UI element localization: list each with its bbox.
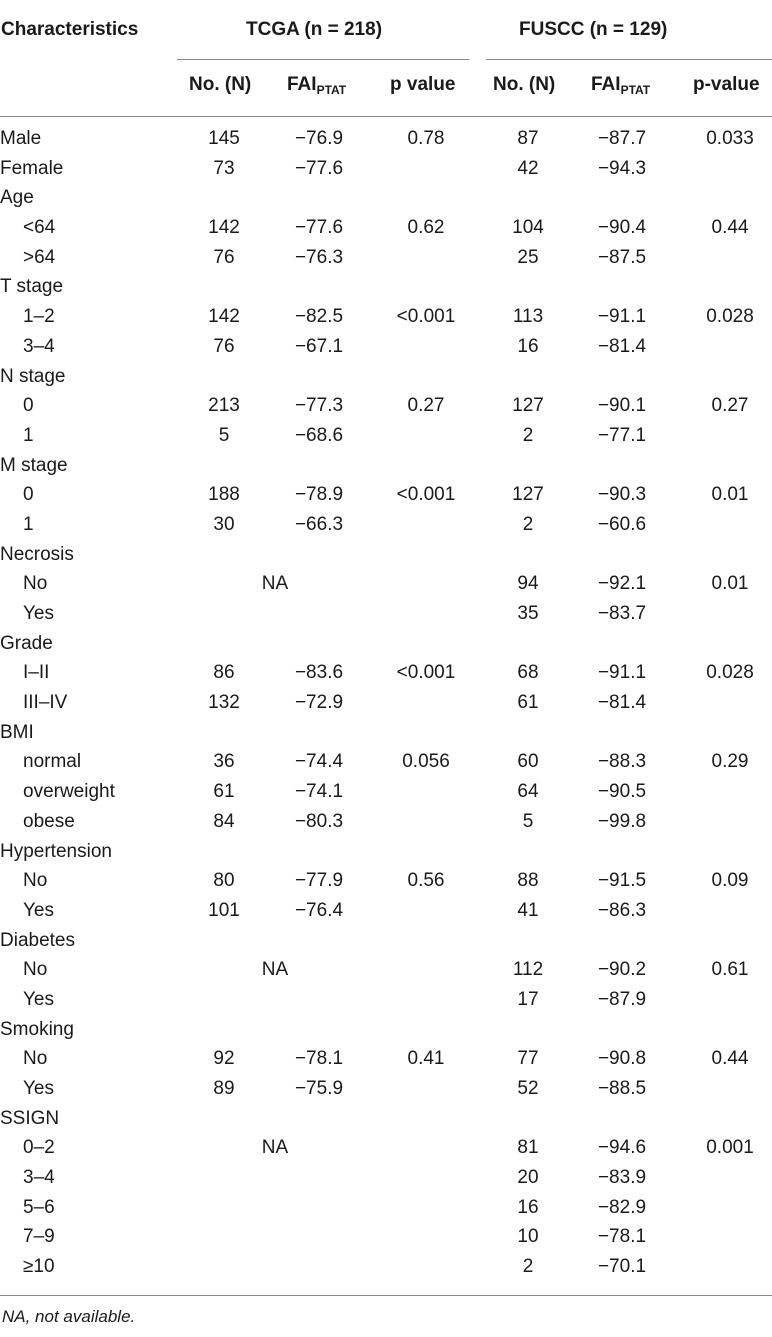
- table-row: [0, 1104, 772, 1134]
- table-row: [0, 926, 772, 956]
- cell-tcga-p: 0.41: [407, 1048, 445, 1070]
- table-row: [0, 807, 772, 837]
- cell-tcga-no: 188: [208, 484, 240, 506]
- cell-tcga-fai: −83.6: [294, 662, 344, 684]
- table-row: [0, 837, 772, 867]
- table-body: [0, 117, 772, 1282]
- group-header-tcga: TCGA (n = 218): [246, 19, 383, 40]
- cell-tcga-no: 132: [208, 692, 240, 714]
- row-label: Hypertension: [0, 840, 112, 862]
- table-row: [0, 1074, 772, 1104]
- cell-fuscc-no: 20: [517, 1167, 539, 1189]
- fuscc-fai-text: FAI: [591, 74, 621, 95]
- table-row: [0, 718, 772, 748]
- row-label: >64: [23, 246, 56, 268]
- table-header-groups: [0, 0, 772, 60]
- table-row: [0, 124, 772, 154]
- cell-fuscc-p: 0.028: [706, 306, 754, 328]
- cell-fuscc-fai: −88.5: [597, 1078, 647, 1099]
- cell-fuscc-fai: −87.5: [597, 246, 647, 268]
- col-header-fuscc-no: No. (N): [493, 74, 556, 95]
- cell-fuscc-no: 52: [517, 1078, 539, 1099]
- row-label: 5–6: [23, 1196, 55, 1218]
- cell-tcga-no: 145: [208, 128, 240, 149]
- cell-fuscc-fai: −90.5: [597, 781, 647, 803]
- row-label: Yes: [23, 603, 54, 624]
- cell-tcga-no: 86: [213, 662, 235, 684]
- table-row: [0, 1015, 772, 1045]
- table-row: [0, 955, 772, 985]
- row-label: 0–2: [23, 1137, 55, 1159]
- tcga-fai-subscript: PTAT: [316, 83, 347, 97]
- cell-tcga-no: 101: [208, 899, 240, 921]
- cell-fuscc-p: 0.001: [706, 1137, 754, 1159]
- cell-tcga-p: 0.056: [402, 751, 450, 773]
- cell-tcga-no: 80: [213, 870, 235, 892]
- cell-fuscc-no: 113: [512, 306, 544, 328]
- cell-tcga-no: 92: [213, 1048, 235, 1070]
- cell-fuscc-fai: −87.9: [597, 988, 647, 1010]
- row-label: N stage: [0, 365, 66, 387]
- cell-tcga-p: <0.001: [396, 306, 456, 328]
- table-row: [0, 272, 772, 302]
- cell-tcga-p: 0.56: [407, 870, 445, 892]
- table-row: [0, 1222, 772, 1252]
- cell-fuscc-no: 61: [517, 692, 539, 714]
- cell-fuscc-no: 17: [517, 988, 539, 1010]
- cell-fuscc-no: 64: [517, 781, 539, 803]
- table-row: [0, 421, 772, 451]
- cell-tcga-fai: −68.6: [294, 424, 344, 446]
- cell-fuscc-no: 60: [517, 751, 539, 773]
- row-label: Yes: [23, 899, 54, 921]
- cell-tcga-no: 213: [208, 395, 240, 417]
- cell-fuscc-fai: −87.7: [597, 128, 647, 149]
- row-label: Female: [0, 157, 64, 179]
- cell-fuscc-p: 0.01: [711, 484, 749, 506]
- row-label: SSIGN: [0, 1107, 60, 1129]
- cell-fuscc-fai: −83.7: [597, 603, 647, 624]
- cell-fuscc-fai: −91.1: [597, 306, 647, 328]
- table-row: [0, 985, 772, 1015]
- cell-tcga-p: 0.78: [407, 128, 445, 149]
- cell-fuscc-fai: −81.4: [597, 692, 647, 714]
- cell-fuscc-fai: −90.4: [597, 217, 647, 239]
- cell-fuscc-fai: −90.8: [597, 1048, 647, 1070]
- cell-tcga-fai: −74.1: [294, 781, 344, 803]
- table-row: [0, 510, 772, 540]
- row-label: Yes: [23, 988, 54, 1010]
- cell-tcga-fai: −77.3: [294, 395, 344, 417]
- table-row: [0, 213, 772, 243]
- cell-fuscc-fai: −60.6: [597, 513, 647, 535]
- group-header-fuscc: FUSCC (n = 129): [519, 19, 668, 40]
- row-label: 3–4: [23, 1167, 55, 1189]
- cell-tcga-fai: −77.6: [294, 157, 344, 179]
- cell-tcga-no: 36: [213, 751, 235, 773]
- cell-fuscc-fai: −94.3: [597, 157, 647, 179]
- cell-tcga-fai: −74.4: [294, 751, 344, 773]
- cell-fuscc-fai: −90.3: [597, 484, 647, 506]
- cell-fuscc-no: 104: [512, 217, 544, 239]
- cell-tcga-fai: −77.9: [294, 870, 344, 892]
- row-label: I–II: [23, 662, 50, 684]
- cell-fuscc-fai: −81.4: [597, 335, 647, 357]
- row-label: Age: [0, 187, 34, 209]
- row-label: T stage: [0, 276, 64, 298]
- col-header-tcga-no: No. (N): [189, 74, 252, 95]
- cell-fuscc-fai: −91.1: [597, 662, 647, 684]
- cell-fuscc-no: 127: [512, 484, 544, 506]
- cell-fuscc-p: 0.29: [711, 751, 749, 773]
- cell-tcga-fai: −78.9: [294, 484, 344, 506]
- cell-fuscc-no: 2: [522, 424, 534, 446]
- cell-fuscc-no: 2: [522, 1256, 534, 1278]
- cell-fuscc-fai: −77.1: [597, 424, 647, 446]
- table-row: [0, 480, 772, 510]
- row-label: Male: [0, 128, 42, 149]
- col-header-tcga-fai: [287, 73, 346, 102]
- cell-tcga-fai: −77.6: [294, 217, 344, 239]
- row-label: Yes: [23, 1078, 54, 1099]
- table-row: [0, 332, 772, 362]
- row-label: 7–9: [23, 1226, 55, 1248]
- cell-fuscc-no: 81: [517, 1137, 539, 1159]
- table-row: [0, 599, 772, 629]
- row-label: III–IV: [23, 692, 68, 714]
- cell-tcga-no: 5: [218, 424, 230, 446]
- table-row: [0, 866, 772, 896]
- row-label: ≥10: [23, 1256, 55, 1278]
- cell-fuscc-fai: −91.5: [597, 870, 647, 892]
- cell-tcga-na: NA: [261, 1137, 289, 1159]
- table-row: [0, 1163, 772, 1193]
- cell-fuscc-p: 0.033: [706, 128, 754, 149]
- table-row: [0, 183, 772, 213]
- col-header-characteristics: Characteristics: [1, 19, 139, 40]
- table-row: [0, 1133, 772, 1163]
- row-label: No: [23, 870, 48, 892]
- cell-fuscc-p: 0.09: [711, 870, 749, 892]
- table-row: [0, 1044, 772, 1074]
- row-label: <64: [23, 217, 56, 239]
- cell-fuscc-no: 2: [522, 513, 534, 535]
- cell-tcga-fai: −82.5: [294, 306, 344, 328]
- cell-fuscc-fai: −82.9: [597, 1196, 647, 1218]
- cell-fuscc-p: 0.27: [711, 395, 749, 417]
- cell-tcga-p: <0.001: [396, 484, 456, 506]
- cell-tcga-fai: −76.3: [294, 246, 344, 268]
- cell-tcga-no: 30: [213, 513, 235, 535]
- cell-tcga-no: 142: [208, 306, 240, 328]
- cell-tcga-no: 76: [213, 246, 235, 268]
- table-row: [0, 540, 772, 570]
- row-label: No: [23, 573, 48, 595]
- row-label: BMI: [0, 721, 34, 743]
- table-row: [0, 1193, 772, 1223]
- table-row: [0, 896, 772, 926]
- cell-fuscc-no: 5: [522, 810, 534, 832]
- cell-fuscc-no: 77: [517, 1048, 539, 1070]
- row-label: No: [23, 959, 48, 981]
- cell-tcga-fai: −76.9: [294, 128, 344, 149]
- cell-fuscc-fai: −88.3: [597, 751, 647, 773]
- cell-tcga-fai: −72.9: [294, 692, 344, 714]
- cell-fuscc-no: 42: [517, 157, 539, 179]
- table-row: [0, 391, 772, 421]
- table-row: [0, 302, 772, 332]
- cell-fuscc-fai: −86.3: [597, 899, 647, 921]
- cell-tcga-fai: −67.1: [294, 335, 344, 357]
- col-header-tcga-p: p value: [390, 74, 456, 95]
- cell-tcga-p: 0.27: [407, 395, 445, 417]
- table-row: [0, 362, 772, 392]
- cell-fuscc-p: 0.44: [711, 217, 749, 239]
- cell-tcga-no: 73: [213, 157, 235, 179]
- row-label: Necrosis: [0, 543, 74, 565]
- cell-fuscc-fai: −94.6: [597, 1137, 647, 1159]
- cell-tcga-fai: −66.3: [294, 513, 344, 535]
- table-row: [0, 243, 772, 273]
- cell-tcga-fai: −76.4: [294, 899, 344, 921]
- cell-tcga-fai: −75.9: [294, 1078, 344, 1099]
- table-row: [0, 658, 772, 688]
- row-label: 0: [23, 484, 34, 506]
- cell-fuscc-fai: −78.1: [597, 1226, 647, 1248]
- cell-fuscc-fai: −83.9: [597, 1167, 647, 1189]
- table-header-columns: [0, 60, 772, 117]
- cell-fuscc-no: 16: [517, 335, 539, 357]
- cell-fuscc-fai: −70.1: [597, 1256, 647, 1278]
- cell-tcga-na: NA: [261, 959, 289, 981]
- cell-fuscc-no: 25: [517, 246, 539, 268]
- row-label: 0: [23, 395, 34, 417]
- cell-tcga-p: 0.62: [407, 217, 445, 239]
- table-row: [0, 688, 772, 718]
- fuscc-fai-subscript: PTAT: [620, 83, 651, 97]
- cell-fuscc-no: 94: [517, 573, 539, 595]
- tcga-fai-text: FAI: [287, 74, 317, 95]
- row-label: M stage: [0, 454, 68, 476]
- cell-fuscc-p: 0.01: [711, 573, 749, 595]
- cell-fuscc-p: 0.61: [711, 959, 749, 981]
- cell-tcga-fai: −78.1: [294, 1048, 344, 1070]
- cell-tcga-fai: −80.3: [294, 810, 344, 832]
- cell-fuscc-no: 16: [517, 1196, 539, 1218]
- row-label: 1–2: [23, 306, 55, 328]
- cell-fuscc-p: 0.44: [711, 1048, 749, 1070]
- cell-fuscc-no: 127: [512, 395, 544, 417]
- table-row: [0, 569, 772, 599]
- col-header-fuscc-fai: [591, 73, 650, 102]
- cell-tcga-na: NA: [261, 573, 289, 595]
- footnote: NA, not available.: [2, 1306, 136, 1326]
- row-label: Smoking: [0, 1018, 74, 1040]
- cell-fuscc-fai: −99.8: [597, 810, 647, 832]
- cell-tcga-p: <0.001: [396, 662, 456, 684]
- cell-fuscc-no: 112: [512, 959, 544, 981]
- cell-tcga-no: 89: [213, 1078, 235, 1099]
- cell-fuscc-no: 41: [517, 899, 539, 921]
- cell-fuscc-no: 35: [517, 603, 539, 624]
- row-label: 1: [23, 513, 34, 535]
- cell-fuscc-no: 88: [517, 870, 539, 892]
- cell-tcga-no: 61: [213, 781, 235, 803]
- cell-tcga-no: 142: [208, 217, 240, 239]
- table-row: [0, 1252, 772, 1282]
- row-label: Grade: [0, 632, 53, 654]
- cell-fuscc-no: 10: [517, 1226, 539, 1248]
- cell-fuscc-fai: −92.1: [597, 573, 647, 595]
- cell-fuscc-no: 87: [517, 128, 539, 149]
- cell-tcga-no: 76: [213, 335, 235, 357]
- row-label: normal: [23, 751, 82, 773]
- cell-fuscc-no: 68: [517, 662, 539, 684]
- row-label: obese: [23, 810, 75, 832]
- cell-tcga-no: 84: [213, 810, 235, 832]
- row-label: No: [23, 1048, 48, 1070]
- row-label: 3–4: [23, 335, 55, 357]
- col-header-fuscc-p: p-value: [693, 74, 760, 95]
- table-row: [0, 154, 772, 184]
- cell-fuscc-fai: −90.2: [597, 959, 647, 981]
- row-label: Diabetes: [0, 929, 75, 951]
- row-label: overweight: [23, 781, 115, 803]
- row-label: 1: [23, 424, 34, 446]
- table-row: [0, 451, 772, 481]
- table-row: [0, 747, 772, 777]
- table-row: [0, 629, 772, 659]
- table-row: [0, 777, 772, 807]
- cell-fuscc-fai: −90.1: [597, 395, 647, 417]
- cell-fuscc-p: 0.028: [706, 662, 754, 684]
